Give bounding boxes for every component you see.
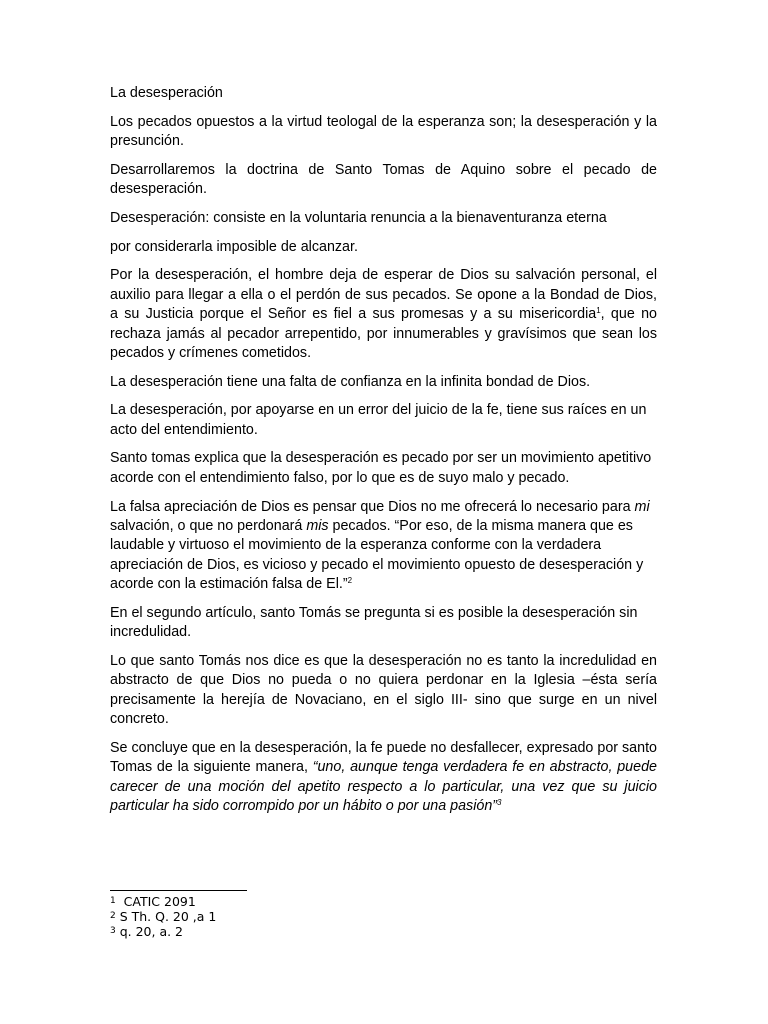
paragraph-7: La desesperación, por apoyarse en un error del juicio de la fe, tiene sus raíces en un acto del entendimiento. — [110, 402, 647, 438]
footnote-2-mark: 2 — [110, 911, 116, 921]
footnote-1 — [110, 894, 216, 909]
footnote-ref-1: 1 — [596, 306, 601, 316]
paragraph-4: por considerarla imposible de alcanzar. — [110, 238, 358, 255]
paragraph-9-text-b: salvación, o que no perdonará — [110, 517, 307, 534]
footnote-separator — [110, 890, 247, 891]
footnote-ref-2: 2 — [347, 576, 353, 586]
paragraph-12-text: Se concluye que en la desesperación, la fe puede no desfallecer, expresado por santo Tomas de la siguiente manera, — [110, 739, 657, 776]
paragraph-9-emphasis-mi: mi — [634, 498, 650, 515]
footnote-2 — [110, 909, 216, 924]
footnote-1-text: CATIC 2091 — [115, 894, 196, 909]
paragraph-9-emphasis-mis: mis — [306, 517, 329, 534]
paragraph-1: Los pecados opuestos a la virtud teologal de la esperanza son; la desesperación y la presunción. — [110, 113, 657, 150]
paragraph-5 — [110, 266, 657, 363]
paragraph-9-text-a: La falsa apreciación de Dios es pensar que Dios no me ofrecerá lo necesario para — [110, 498, 635, 515]
paragraph-8: Santo tomas explica que la desesperación es pecado por ser un movimiento apetitivo acorde con el entendimiento falso, por lo que es de suyo malo y pecado. — [110, 450, 652, 486]
paragraph-9 — [110, 498, 657, 595]
footnote-ref-3: 3 — [497, 798, 502, 808]
document-title: La desesperación — [110, 85, 223, 101]
footnote-1-mark: 1 — [110, 896, 116, 906]
paragraph-12 — [110, 739, 657, 817]
footnote-3-text: q. 20, a. 2 — [115, 924, 184, 939]
footnote-3 — [110, 924, 216, 939]
paragraph-3: Desesperación: consiste en la voluntaria renuncia a la bienaventuranza eterna — [110, 209, 607, 226]
paragraph-12-quote: “uno, aunque tenga verdadera fe en abstracto, puede carecer de una moción del apetito respecto a lo particular, una vez que su juicio particular ha sido corrompido por un hábito o por una pasión” — [110, 759, 657, 815]
footnote-3-mark: 3 — [110, 926, 116, 936]
paragraph-5-text-b: , que no rechaza jamás al pecador arrepentido, por innumerables y gravísimos que sean los pecados y crímenes cometidos. — [110, 306, 657, 361]
paragraph-11: Lo que santo Tomás nos dice es que la desesperación no es tanto la incredulidad en abstracto de que Dios no pueda o no quiera perdonar en la Iglesia –ésta sería precisamente la herejía de Novaciano, en el siglo III- sino que surge en un nivel concreto. — [110, 653, 657, 728]
paragraph-10: En el segundo artículo, santo Tomás se pregunta si es posible la desesperación sin incredulidad. — [110, 604, 638, 641]
paragraph-9-text-c: pecados. “Por eso, de la misma manera que es laudable y virtuoso el movimiento de la esperanza conforme con la verdadera apreciación de Dios, es vicioso y pecado el movimiento opuesto de desesperación y acorde con la estimación falsa de El.” — [110, 517, 644, 593]
document-body — [110, 84, 657, 826]
footnotes — [110, 894, 216, 939]
paragraph-5-text-a: Por la desesperación, el hombre deja de esperar de Dios su salvación personal, el auxilio para llegar a ella o el perdón de sus pecados. Se opone a la Bondad de Dios, a su Justicia porque el Señor es fiel a sus promesas y a su misericordia — [110, 267, 657, 323]
paragraph-6: La desesperación tiene una falta de confianza en la infinita bondad de Dios. — [110, 373, 591, 390]
paragraph-2: Desarrollaremos la doctrina de Santo Tomas de Aquino sobre el pecado de desesperación. — [110, 161, 657, 198]
footnote-2-text: S Th. Q. 20 ,a 1 — [115, 909, 217, 924]
